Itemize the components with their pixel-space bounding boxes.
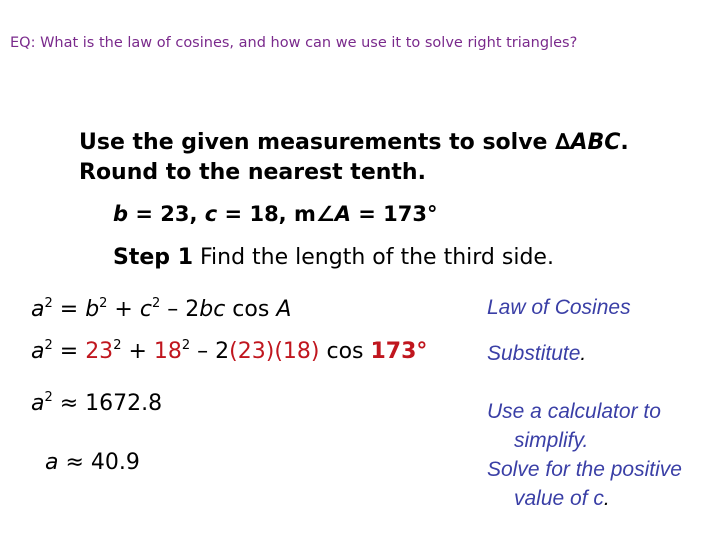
title-line-1: [79, 128, 629, 158]
given-values: [113, 202, 438, 226]
essential-question: EQ: What is the law of cosines, and how can we use it to solve right triangles?: [10, 35, 578, 51]
note-solve-line-2: [487, 484, 682, 513]
eq1-minus: – 2: [160, 297, 200, 322]
eq1-c: c: [139, 297, 152, 322]
eq1-b: b: [85, 297, 100, 322]
eq2-angle: 173°: [370, 339, 428, 364]
eq3-a: a: [31, 391, 45, 416]
given-c-var: c: [204, 202, 218, 226]
eq1-angle-a: A: [276, 297, 292, 322]
title-line-1-text: Use the given measurements to solve: [79, 130, 556, 155]
eq2-plus: +: [121, 339, 154, 364]
equation-substitute: [31, 339, 427, 364]
eq1-a-exponent: 2: [44, 296, 53, 311]
eq2-minus: – 2: [190, 339, 230, 364]
note-calc-simplify: simplify.: [514, 429, 589, 452]
given-b-value: = 23,: [128, 202, 205, 226]
eq1-plus: +: [107, 297, 140, 322]
eq2-value-23: 23: [85, 339, 114, 364]
note-solve-period: .: [603, 487, 610, 510]
angle-icon: ∠: [315, 202, 335, 226]
eq2-cos: cos: [319, 339, 371, 364]
eq2-a-exponent: 2: [44, 338, 53, 353]
eq3-result: ≈ 1672.8: [52, 391, 163, 416]
note-substitute-text: Substitute: [487, 342, 581, 365]
equation-law-of-cosines: [31, 297, 291, 322]
eq2-equals: =: [52, 339, 86, 364]
eq4-a: a: [45, 450, 59, 475]
note-solve-line-1: Solve for the positive: [487, 458, 682, 481]
equation-answer: [45, 450, 140, 475]
note-calc-line-2: [487, 426, 682, 455]
eq4-result: ≈ 40.9: [58, 450, 140, 475]
step-label: Step 1: [113, 245, 193, 270]
eq2-23-exponent: 2: [113, 338, 122, 353]
step-1: [113, 245, 554, 270]
note-calc-line-1: Use a calculator to: [487, 400, 661, 423]
equation-simplified: [31, 391, 162, 416]
note-law-of-cosines: Law of Cosines: [487, 296, 631, 319]
title-line-1-period: .: [620, 130, 629, 155]
triangle-abc: ∆ABC: [555, 130, 621, 155]
eq3-a-exponent: 2: [44, 390, 53, 405]
eq2-18-exponent: 2: [181, 338, 191, 353]
given-b-var: b: [113, 202, 129, 226]
eq1-a: a: [31, 297, 45, 322]
note-substitute-period: .: [580, 342, 587, 365]
eq2-product: (23)(18): [229, 339, 320, 364]
given-a-var: A: [334, 202, 351, 226]
eq2-value-18: 18: [153, 339, 182, 364]
eq2-a: a: [31, 339, 45, 364]
eq1-cos: cos: [225, 297, 277, 322]
eq1-bc: bc: [199, 297, 226, 322]
note-substitute: [487, 342, 586, 366]
step-text: Find the length of the third side.: [193, 245, 554, 270]
given-a-value: = 173°: [350, 202, 438, 226]
given-c-value: = 18, m: [217, 202, 316, 226]
note-steps: [487, 397, 682, 513]
title-line-2: Round to the nearest tenth.: [79, 160, 426, 185]
eq1-c-exponent: 2: [151, 296, 161, 311]
eq1-equals: =: [52, 297, 86, 322]
eq1-b-exponent: 2: [99, 296, 108, 311]
note-solve-value: value of c: [514, 487, 604, 510]
problem-title: [79, 128, 629, 188]
